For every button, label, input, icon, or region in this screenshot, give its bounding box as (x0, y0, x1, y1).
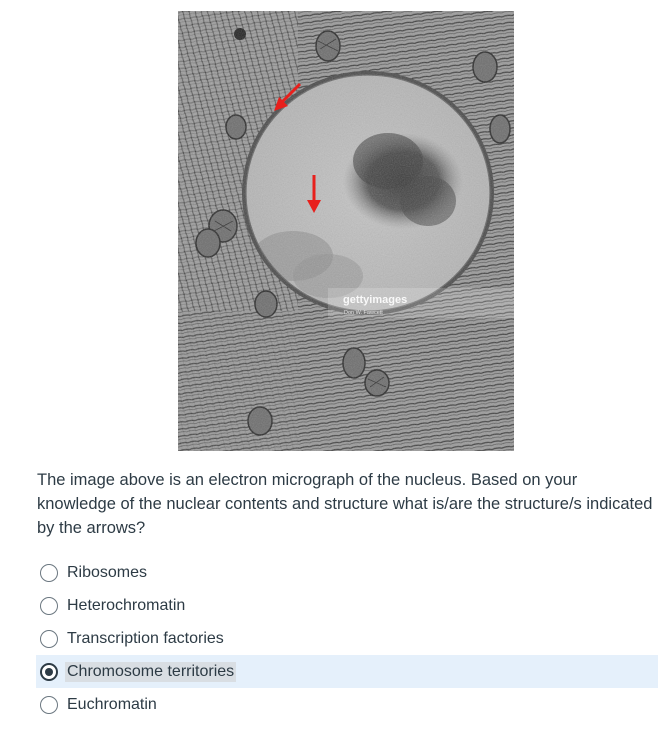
question-text: The image above is an electron micrograph of the nucleus. Based on your knowledge of the nuclear contents and structure what is/are the structure/s indicated by the arrows? (37, 471, 653, 537)
watermark-text: gettyimages (343, 294, 408, 306)
radio-button[interactable] (40, 630, 58, 648)
answer-option[interactable] (36, 589, 658, 622)
watermark-subtext: Don W. Fawcett (344, 310, 383, 316)
answer-option[interactable] (36, 556, 658, 589)
answer-label: Ribosomes (67, 563, 148, 581)
answer-list (36, 556, 658, 721)
electron-micrograph-image (178, 11, 514, 451)
answer-label: Chromosome territories (67, 662, 235, 680)
answer-option[interactable] (36, 655, 658, 688)
radio-button[interactable] (40, 696, 58, 714)
radio-button[interactable] (40, 564, 58, 582)
radio-button[interactable] (40, 597, 58, 615)
answer-label: Euchromatin (67, 695, 157, 713)
answer-option[interactable] (36, 622, 658, 655)
radio-button[interactable] (40, 663, 58, 681)
answer-label: Heterochromatin (67, 596, 186, 614)
answer-label: Transcription factories (67, 629, 224, 647)
answer-option[interactable] (36, 688, 658, 721)
